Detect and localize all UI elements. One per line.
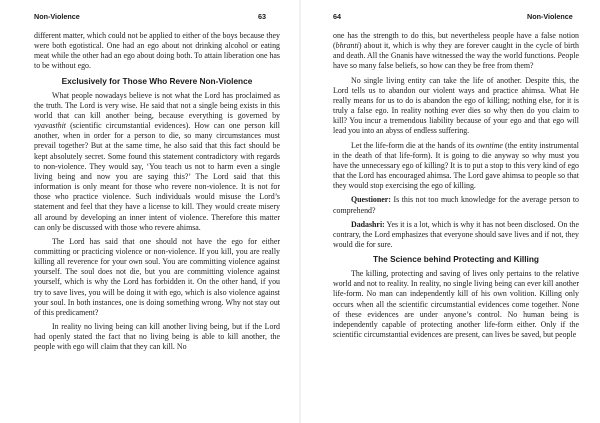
paragraph: In reality no living being can kill another living being, but if the Lord had openly stated the fact that no living being is able to kill another, the people with ego will claim that they can kill. No (34, 322, 280, 352)
dialogue-questioner: Questioner: Is this not too much knowledge for the average person to comprehend? (333, 195, 579, 215)
right-running-title: Non-Violence (527, 12, 573, 21)
left-page-number: 63 (258, 12, 266, 21)
left-text-column (34, 31, 280, 357)
left-page (0, 0, 299, 423)
right-page-number: 64 (333, 12, 341, 21)
speaker-label: Dadashri: (351, 219, 385, 229)
emphasis: owntime (476, 140, 503, 150)
section-heading: Exclusively for Those Who Revere Non-Violence (61, 75, 253, 86)
paragraph: No single living entity can take the life of another. Despite this, the Lord tells us to abandon our violent ways and practice ahimsa. What He really means for us to do is abandon the ego of killing; nothing else, for it is truly a false ego. In reality nothing ever dies so why then do you claim to kill? You incur a tremendous liability because of your ego and that ego will lead you into an abyss of endless suffering. (333, 75, 579, 136)
paragraph: one has the strength to do this, but nevertheless people have a false notion (bhranti) about it, which is why they are forever caught in the cycle of birth and death. All the Gnanis have witnessed the way the world functions. People have so many false beliefs, so how can they be free from them? (333, 31, 579, 71)
speaker-label: Questioner: (351, 195, 391, 205)
paragraph: The Lord has said that one should not have the ego for either committing or practicing violence or non-violence. If you kill, you are really killing all reverence for your own soul. You are committing violence against yourself. The soul does not die, but you are committing violence against yourself, which is why the Lord has forbidden it. On the other hand, if you try to save lives, you will be doing it with ego, which is also violence against your soul. In both instances, one is doing something wrong. Why not stay out of this predicament? (34, 236, 280, 317)
emphasis: bhranti (335, 41, 359, 51)
dialogue-answer: Dadashri: Yes it is a lot, which is why it has not been disclosed. On the contrary, the Lord emphasizes that everyone should save lives and if not, they would die for sure. (333, 219, 579, 249)
paragraph: What people nowadays believe is not what the Lord has proclaimed as the truth. The Lord is very wise. He said that not a single being exists in this world that can kill another being, because everything is governed by vyavasthit (scientific circumstantial evidences). How can one person kill another, when in order for a person to die, so many circumstances must prevail together? But at the same time, he also said that this fact should be kept absolutely secret. Some found this statement contradictory with regards to non-violence. They would say, ‘You teach us not to harm even a single living being and now you are saying this?’ The Lord said that this information is only meant for those who revere non-violence. It is not for those who practice violence. Such individuals would misuse the Lord’s statement and feel that they have a license to kill. They would create misery all around by developing an inner intent of violence. Therefore this matter can only be discussed with those who revere ahimsa. (34, 90, 280, 232)
paragraph: Let the life-form die at the hands of its owntime (the entity instrumental in the death of that life-form). It is going to die anyway so why must you have the unnecessary ego of killing? It is to put a stop to this very kind of ego that the Lord has encouraged ahimsa. The Lord gave ahimsa to people so that they would stop exercising the ego of killing. (333, 140, 579, 191)
paragraph: different matter, which could not be applied to either of the boys because they were both egotistical. One had an ego about not drinking alcohol or eating meat while the other had an ego about doing both. To attain liberation one has to be without ego. (34, 31, 280, 71)
right-page (301, 0, 600, 423)
emphasis: vyavasthit (34, 121, 66, 131)
section-heading: The Science behind Protecting and Killing (373, 254, 539, 265)
left-running-title: Non-Violence (34, 12, 80, 21)
paragraph: The killing, protecting and saving of lives only pertains to the relative world and not to reality. In reality, no single living being can ever kill another life-form. No man can independently kill of his own volition. Killing only occurs when all the scientific circumstantial evidences come together. None of these evidences are under anyone’s control. No human being is independently capable of protecting another life-form either. Only if the scientific circumstantial evidences are present, can lives be saved, but people (333, 269, 579, 340)
right-text-column (333, 31, 579, 344)
